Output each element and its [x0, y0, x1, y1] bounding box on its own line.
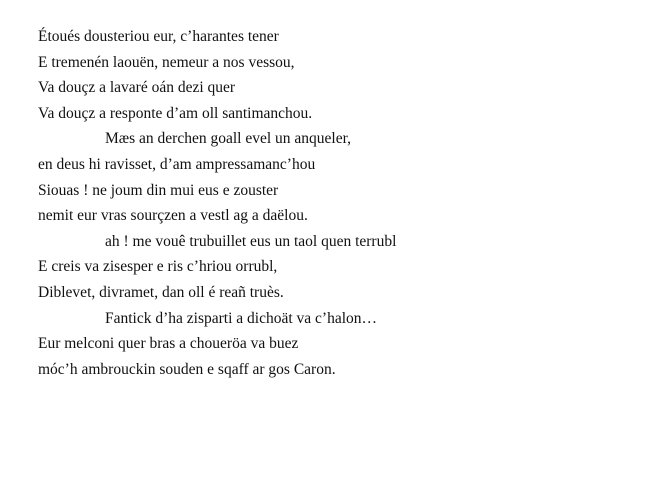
poem-line: Diblevet, divramet, dan oll é reañ truès. [38, 283, 284, 301]
poem-line: E creis va zisesper e ris c’hriou orrubl, [38, 258, 278, 276]
poem-line: Va douçz a lavaré oán dezi quer [38, 79, 236, 97]
poem-line: Siouas ! ne joum din mui eus e zouster [38, 181, 279, 199]
poem-line: móc’h ambrouckin souden e sqaff ar gos Caron. [38, 360, 336, 378]
poem-line-indented: Mæs an derchen goall evel un anqueler, [105, 130, 352, 148]
poem-line: E tremenén laouën, nemeur a nos vessou, [38, 53, 295, 71]
poem-line: nemit eur vras sourçzen a vestl ag a daëlou. [38, 207, 308, 225]
poem-line: Va douçz a responte d’am oll santimanchou. [38, 104, 313, 122]
poem-text [38, 24, 396, 382]
poem-line: en deus hi ravisset, d’am ampressamanc’hou [38, 155, 316, 173]
poem-line-indented: ah ! me vouê trubuillet eus un taol quen terrubl [105, 232, 397, 250]
poem-line: Eur melconi quer bras a choueröa va buez [38, 335, 299, 353]
poem-line: Étoués dousteriou eur, c’harantes tener [38, 28, 279, 45]
poem-line-indented: Fantick d’ha zisparti a dichoät va c’halon… [105, 309, 378, 327]
